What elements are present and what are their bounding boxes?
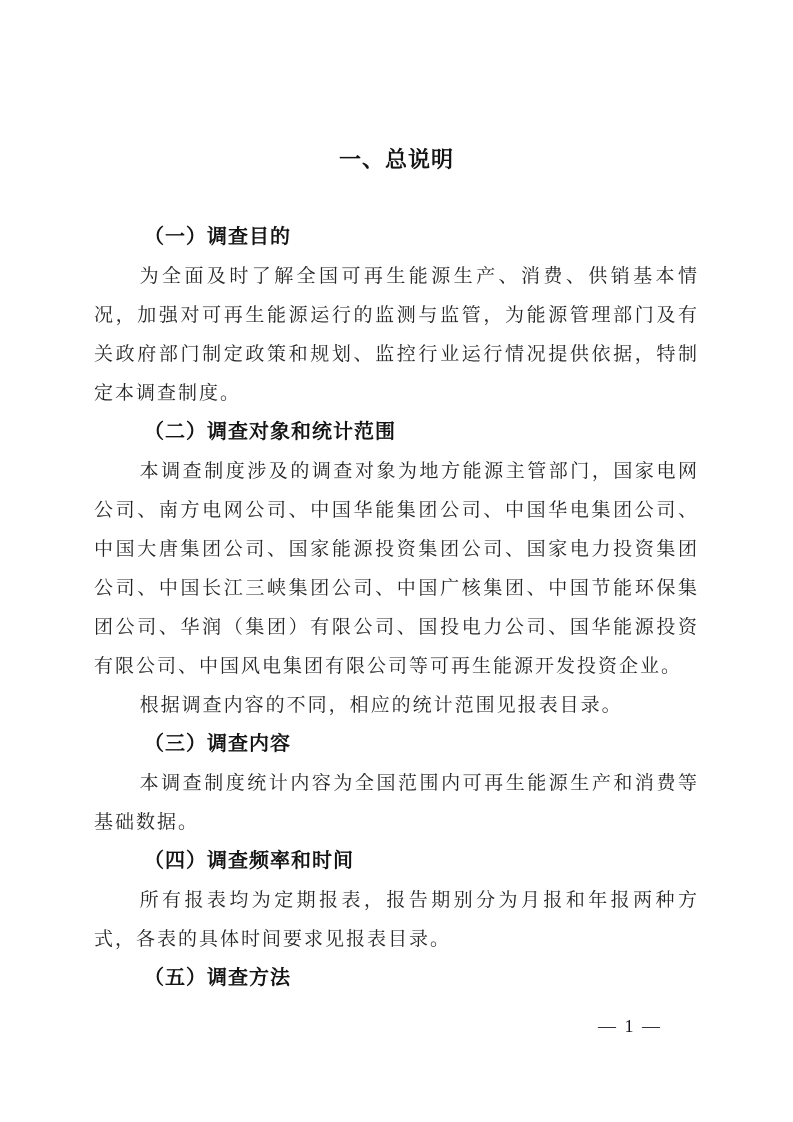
paragraph: 为全面及时了解全国可再生能源生产、消费、供销基本情况，加强对可再生能源运行的监测与监管，为能源管理部门及有关政府部门制定政策和规划、监控行业运行情况提供依据，特制定本调查制度。	[94, 266, 699, 404]
paragraph: 根据调查内容的不同，相应的统计范围见报表目录。	[139, 695, 623, 716]
section-survey-objects-scope	[94, 413, 699, 725]
section-heading-survey-content: （三）调查内容	[144, 733, 291, 755]
section-survey-purpose	[94, 218, 699, 413]
paragraph: 本调查制度涉及的调查对象为地方能源主管部门，国家电网公司、南方电网公司、中国华能集团公司、中国华电集团公司、中国大唐集团公司、国家能源投资集团公司、国家电力投资集团公司、中国长江三峡集团公司、中国广核集团、中国节能环保集团公司、华润（集团）有限公司、国投电力公司、国华能源投资有限公司、中国风电集团有限公司等可再生能源开发投资企业。	[94, 461, 699, 677]
section-heading-survey-frequency-time: （四）调查频率和时间	[144, 850, 354, 872]
page-number: — 1 —	[598, 1016, 662, 1036]
section-heading-survey-objects-scope: （二）调查对象和统计范围	[144, 421, 396, 443]
section-survey-method	[94, 959, 699, 998]
section-survey-content	[94, 725, 699, 842]
section-heading-survey-purpose: （一）调查目的	[144, 226, 291, 248]
paragraph: 本调查制度统计内容为全国范围内可再生能源生产和消费等基础数据。	[94, 773, 699, 833]
paragraph: 所有报表均为定期报表，报告期别分为月报和年报两种方式，各表的具体时间要求见报表目录。	[94, 890, 699, 950]
section-survey-frequency-time	[94, 842, 699, 959]
section-heading-survey-method: （五）调查方法	[144, 967, 291, 989]
document-title: 一、总说明	[338, 147, 454, 172]
